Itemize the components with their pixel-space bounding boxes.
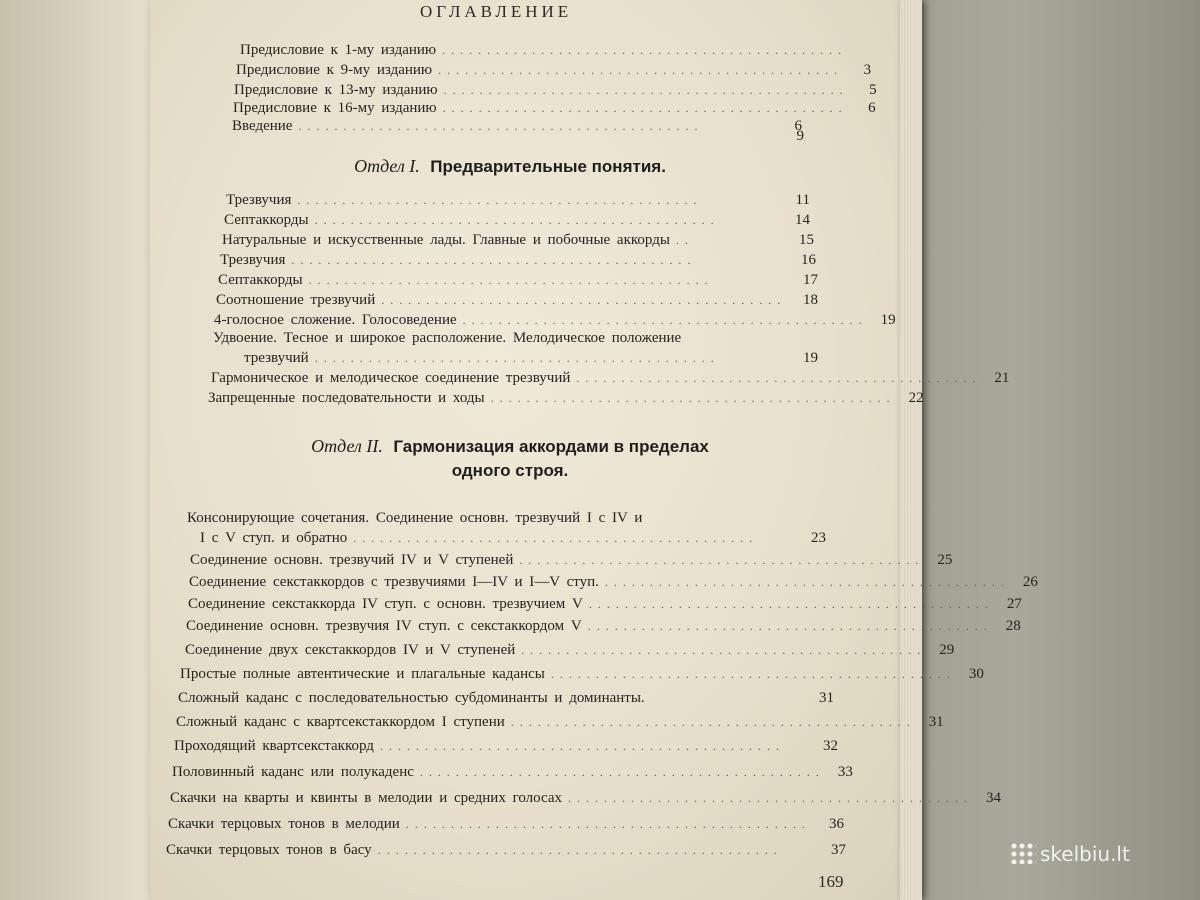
- toc-row: [224, 212, 810, 234]
- toc-page: 22: [908, 390, 924, 406]
- toc-label: Введение: [232, 118, 293, 134]
- toc-row: [208, 390, 924, 412]
- toc-label: Сложный каданс с последовательностью субдоминанты и доминанты.: [178, 690, 645, 706]
- leader-dots: .............................................: [519, 553, 925, 567]
- leader-dots: .............................................: [521, 643, 927, 657]
- leader-dots: .............................................: [604, 575, 1010, 589]
- leader-dots: .............................................: [381, 293, 787, 307]
- toc-row: [200, 530, 826, 552]
- toc-label: Трезвучия: [220, 252, 286, 268]
- toc-row: [222, 232, 814, 254]
- toc-label: Гармоническое и мелодическое соединение трезвучий: [211, 370, 571, 386]
- toc-label: Скачки на кварты и квинты в мелодии и средних голосах: [170, 790, 563, 806]
- section-name: Гармонизация аккордами в пределах: [393, 437, 709, 456]
- toc-label: I с V ступ. и обратно: [200, 530, 348, 546]
- toc-label: трезвучий: [244, 350, 309, 366]
- leader-dots: .............................................: [588, 597, 994, 611]
- toc-page: 30: [968, 666, 984, 682]
- toc-label: Натуральные и искусственные лады. Главные и побочные аккорды: [222, 232, 670, 248]
- toc-label: Трезвучия: [226, 192, 292, 208]
- toc-label: Септаккорды: [218, 272, 303, 288]
- toc-page: 5: [869, 82, 877, 98]
- toc-row: [176, 714, 944, 736]
- watermark: [1010, 842, 1130, 866]
- toc-page: 31: [819, 690, 834, 706]
- leader-dots: .............................................: [377, 843, 783, 857]
- toc-page: 14: [795, 212, 810, 228]
- toc-row: [218, 272, 818, 294]
- watermark-text: skelbiu.lt: [1040, 842, 1130, 866]
- toc-label: Половинный каданс или полукаденс: [172, 764, 414, 780]
- toc-page: 6: [868, 100, 876, 116]
- section-name-line2: одного строя.: [451, 461, 569, 480]
- toc-label: Соединение секстаккордов с трезвучиями I—IV и I—V ступ.: [189, 574, 599, 590]
- watermark-logo-icon: [1010, 842, 1036, 864]
- leader-dots: .............................................: [419, 765, 825, 779]
- leader-dots: .............................................: [291, 253, 697, 267]
- toc-page: 32: [823, 738, 838, 754]
- toc-page: 19: [880, 312, 896, 328]
- toc-label: Скачки терцовых тонов в мелодии: [168, 816, 400, 832]
- toc-page: 33: [837, 764, 853, 780]
- leader-dots: .............................................: [314, 351, 720, 365]
- toc-page: 34: [986, 790, 1002, 806]
- leader-dots: .............................................: [353, 531, 759, 545]
- toc-label: Септаккорды: [224, 212, 309, 228]
- toc-row: [216, 292, 818, 314]
- toc-page: 18: [803, 292, 818, 308]
- leader-dots: .............................................: [568, 791, 974, 805]
- backdrop: [0, 0, 170, 900]
- toc-row: [188, 596, 1022, 618]
- toc-row: [180, 666, 984, 688]
- toc-label: Соединение основн. трезвучия IV ступ. с секстаккордом V: [186, 618, 582, 634]
- section-heading: [240, 436, 780, 457]
- leader-dots: .............................................: [308, 273, 714, 287]
- toc-label: Соотношение трезвучий: [216, 292, 376, 308]
- toc-row: [178, 690, 834, 712]
- toc-page: 23: [811, 530, 826, 546]
- toc-label: Консонирующие сочетания. Соединение основн. трезвучий I с IV и: [187, 510, 643, 526]
- leader-dots: .............................................: [298, 119, 704, 133]
- toc-page: 3: [863, 62, 872, 78]
- page-number: 169: [818, 872, 844, 891]
- toc-page: 29: [939, 642, 955, 658]
- toc-row: [174, 738, 838, 760]
- toc-page: 28: [1005, 618, 1021, 634]
- leader-dots: .............................................: [462, 313, 868, 327]
- toc-row: [170, 790, 1002, 812]
- leader-dots: .............................................: [550, 667, 956, 681]
- toc-label: 4-голосное сложение. Голосоведение: [214, 312, 457, 328]
- toc-row: [189, 574, 1038, 596]
- leader-dots: .............................................: [510, 715, 916, 729]
- toc-label: Скачки терцовых тонов в басу: [166, 842, 372, 858]
- toc-row: [240, 42, 848, 64]
- section-prefix: Отдел II.: [311, 436, 383, 456]
- toc-row: [168, 816, 844, 838]
- toc-row: [211, 370, 1010, 392]
- leader-dots: .............................................: [490, 391, 896, 405]
- book-cover: [890, 0, 1200, 900]
- toc-page: 17: [803, 272, 818, 288]
- toc-label: Простые полные автентические и плагальные кадансы: [180, 666, 545, 682]
- toc-page: 11: [795, 192, 810, 208]
- toc-label: Соединение основн. трезвучий IV и V ступеней: [190, 552, 514, 568]
- toc-row: [244, 350, 818, 372]
- toc-row: [226, 192, 810, 214]
- toc-label: Соединение двух секстаккордов IV и V ступеней: [185, 642, 516, 658]
- toc-row: [213, 330, 821, 352]
- leader-dots: .............................................: [442, 43, 848, 57]
- section-heading-cont: [240, 460, 780, 481]
- page-edge: [900, 0, 922, 900]
- leader-dots: .............................................: [297, 193, 703, 207]
- toc-row: [236, 62, 872, 84]
- toc-page: 37: [831, 842, 846, 858]
- toc-page: 21: [994, 370, 1010, 386]
- toc-page: 16: [801, 252, 816, 268]
- toc-page: 9: [796, 128, 804, 144]
- toc-row: [172, 764, 853, 786]
- toc-label: Соединение секстаккорда IV ступ. с основн. трезвучием V: [188, 596, 583, 612]
- toc-page: 26: [1022, 574, 1038, 590]
- leader-dots: .............................................: [442, 101, 848, 115]
- toc-label: Удвоение. Тесное и широкое расположение. Мелодическое положение: [213, 330, 682, 346]
- toc-label: Запрещенные последовательности и ходы: [208, 390, 485, 406]
- toc-page: 31: [928, 714, 944, 730]
- leader-dots: .............................................: [379, 739, 785, 753]
- toc-label: Предисловие к 16-му изданию: [233, 100, 437, 116]
- leader-dots: .............................................: [443, 83, 849, 97]
- toc-page: 15: [799, 232, 814, 248]
- toc-page: 36: [829, 816, 844, 832]
- toc-page: 25: [937, 552, 953, 568]
- toc-row: [220, 252, 816, 274]
- toc-row: [190, 552, 953, 574]
- toc-row: [187, 510, 823, 532]
- toc-page: 6: [794, 118, 802, 134]
- toc-label: Предисловие к 13-му изданию: [234, 82, 438, 98]
- leader-dots: .............................................: [405, 817, 811, 831]
- leader-dots: .............................................: [438, 63, 844, 77]
- leader-dots: .............................................: [576, 371, 982, 385]
- toc-label: Предисловие к 9-му изданию: [236, 62, 433, 78]
- toc-label: Сложный каданс с квартсекстаккордом I ступени: [176, 714, 505, 730]
- section-name: Предварительные понятия.: [430, 157, 666, 176]
- toc-row: [185, 642, 955, 664]
- toc-page: 19: [803, 350, 818, 366]
- section-prefix: Отдел I.: [354, 156, 420, 176]
- toc-label: Проходящий квартсекстаккорд: [174, 738, 374, 754]
- section-heading: [250, 156, 770, 177]
- leader-dots: .............................................: [314, 213, 720, 227]
- toc-row: [232, 128, 804, 150]
- toc-page: 27: [1006, 596, 1022, 612]
- toc-row: [166, 842, 846, 864]
- leader-dots: .............................................: [587, 619, 993, 633]
- toc-row: [186, 618, 1021, 640]
- leader-dots: ..: [675, 233, 694, 247]
- page-title: ОГЛАВЛЕНИЕ: [420, 2, 573, 21]
- toc-label: Предисловие к 1-му изданию: [240, 42, 437, 58]
